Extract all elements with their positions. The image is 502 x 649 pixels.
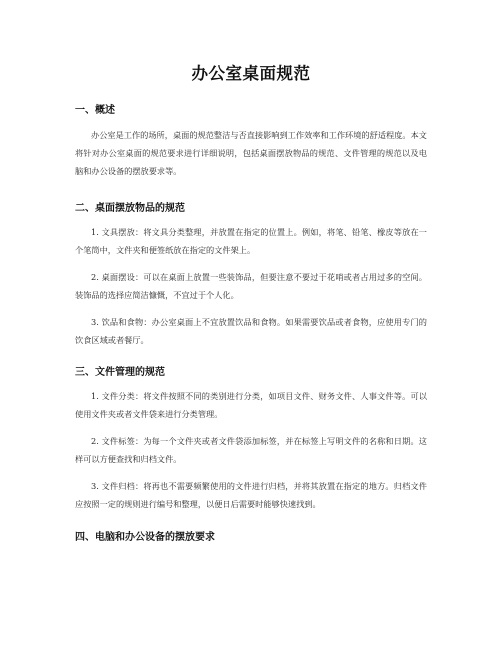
section-heading-file-management: 三、文件管理的规范 xyxy=(75,367,165,378)
file-management-paragraph-2: 2. 文件标签：为每一个文件夹或者文件袋添加标签，并在标签上写明文件的名称和日期。这样可以方便查找和归档文件。 xyxy=(75,436,427,464)
desk-items-paragraph-1: 1. 文具摆放：将文具分类整理，并放置在指定的位置上。例如，将笔、铅笔、橡皮等放在一个笔筒中，文件夹和便签纸放在指定的文件架上。 xyxy=(75,227,427,255)
desk-items-paragraph-2: 2. 桌面摆设：可以在桌面上放置一些装饰品，但要注意不要过于花哨或者占用过多的空间。装饰品的选择应简洁慷慨，不宜过于个人化。 xyxy=(75,272,427,300)
overview-paragraph: 办公室是工作的场所，桌面的规范整洁与否直接影响到工作效率和工作环境的舒适程度。本文将针对办公室桌面的规范要求进行详细说明，包括桌面摆放物品的规范、文件管理的规范以及电脑和办公设备的摆放要求等。 xyxy=(75,130,427,176)
desk-items-paragraph-3: 3. 饮品和食物：办公室桌面上不宜放置饮品和食物。如果需要饮品或者食物，应使用专门的饮食区域或者餐厅。 xyxy=(75,317,427,345)
file-management-paragraph-1: 1. 文件分类：将文件按照不同的类别进行分类，如项目文件、财务文件、人事文件等。可以使用文件夹或者文件袋来进行分类管理。 xyxy=(75,391,427,419)
section-heading-desk-items: 二、桌面摆放物品的规范 xyxy=(75,203,185,214)
section-heading-equipment: 四、电脑和办公设备的摆放要求 xyxy=(75,532,215,543)
page-title: 办公室桌面规范 xyxy=(191,64,311,83)
section-heading-overview: 一、概述 xyxy=(75,105,115,116)
file-management-paragraph-3: 3. 文件归档：将再也不需要频繁使用的文件进行归档，并将其放置在指定的地方。归档文件应按照一定的规则进行编号和整理，以便日后需要时能够快速找到。 xyxy=(75,481,427,509)
